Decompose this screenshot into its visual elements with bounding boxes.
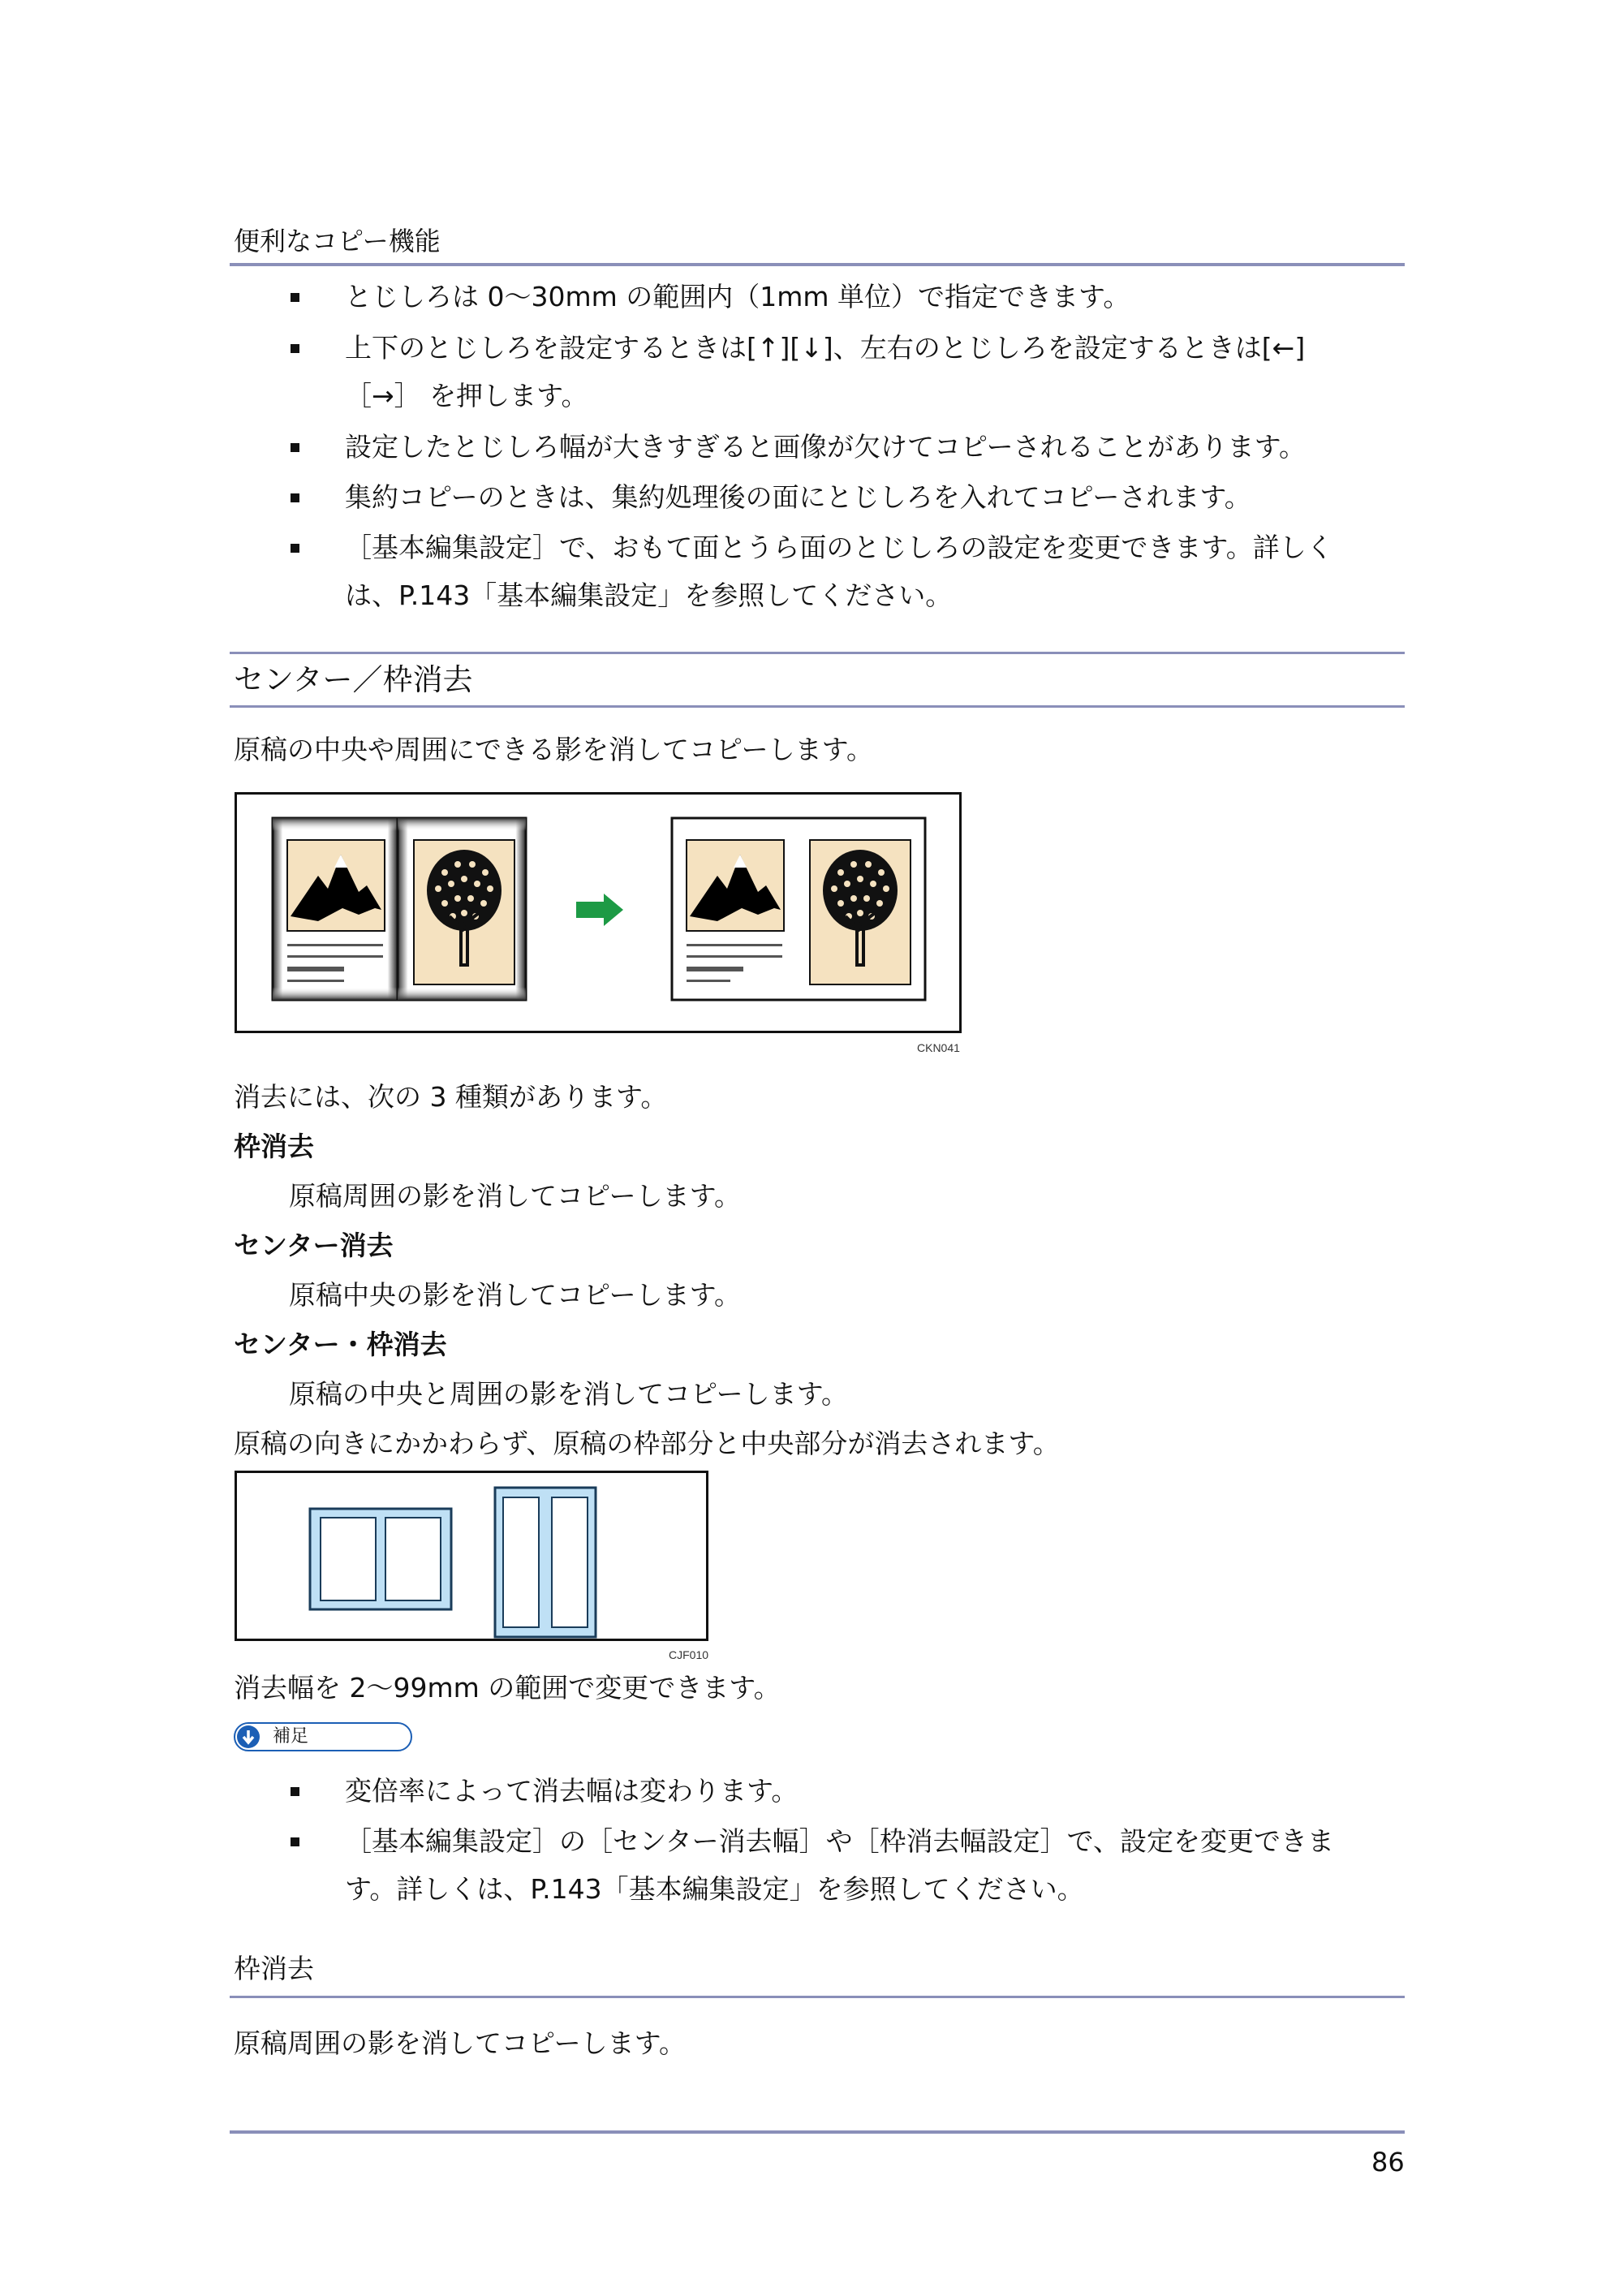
types-intro: 消去には、次の 3 種類があります。 (234, 1081, 668, 1113)
figure-center-frame-erase (235, 792, 962, 1033)
figure-label: CKN041 (917, 1041, 960, 1054)
section-rule-bottom (230, 705, 1405, 708)
bullet-marker (291, 493, 299, 502)
bullet-text: とじしろは 0～30mm の範囲内（1mm 単位）で指定できます。 (345, 281, 1130, 312)
type-term: 枠消去 (234, 1131, 314, 1162)
bullet-text: 上下のとじしろを設定するときは[↑][↓]、左右のとじしろを設定するときは[←] (345, 332, 1306, 364)
bullet-marker (291, 293, 299, 302)
subsection-text: 原稿周囲の影を消してコピーします。 (234, 2027, 687, 2059)
width-note: 消去幅を 2～99mm の範囲で変更できます。 (234, 1672, 781, 1704)
type-desc: 原稿周囲の影を消してコピーします。 (289, 1180, 742, 1212)
bullet-text-continued: は、P.143「基本編集設定」を参照してください。 (345, 579, 953, 611)
type-term: センター消去 (234, 1230, 394, 1261)
orientation-note: 原稿の向きにかかわらず、原稿の枠部分と中央部分が消去されます。 (234, 1428, 1060, 1459)
bullet-marker (291, 443, 299, 452)
header-rule (230, 263, 1405, 266)
original-with-shadow (273, 818, 526, 1000)
section-rule-top (230, 652, 1405, 654)
type-desc: 原稿中央の影を消してコピーします。 (289, 1279, 742, 1311)
down-arrow-icon (237, 1725, 260, 1748)
section-title: センター／枠消去 (234, 662, 473, 697)
type-term: センター・枠消去 (234, 1329, 447, 1360)
figure-illustration (237, 1473, 706, 1639)
bullet-text: 設定したとじしろ幅が大きすぎると画像が欠けてコピーされることがあります。 (345, 431, 1307, 463)
bullet-text: 集約コピーのときは、集約処理後の面にとじしろを入れてコピーされます。 (345, 481, 1251, 513)
bullet-marker (291, 344, 299, 353)
figure-erase-areas (235, 1471, 708, 1641)
note-bullet-text: 変倍率によって消去幅は変わります。 (345, 1775, 799, 1807)
note-badge-label: 補足 (273, 1726, 309, 1747)
running-header: 便利なコピー機能 (234, 226, 441, 256)
intro-text: 原稿の中央や周囲にできる影を消してコピーします。 (234, 734, 874, 765)
type-desc: 原稿の中央と周囲の影を消してコピーします。 (289, 1378, 849, 1410)
page-number: 86 (1371, 2147, 1405, 2178)
subsection-rule (230, 1996, 1405, 1998)
footer-rule (230, 2130, 1405, 2134)
landscape-original (310, 1509, 451, 1609)
arrow-icon (576, 894, 623, 926)
bullet-text: ［基本編集設定］で、おもて面とうら面のとじしろの設定を変更できます。詳しく (345, 532, 1333, 563)
note-bullet-text: ［基本編集設定］の［センター消去幅］や［枠消去幅設定］で、設定を変更できま (345, 1825, 1335, 1857)
note-badge (234, 1722, 412, 1751)
figure-illustration (237, 795, 959, 1031)
bullet-marker (291, 1837, 299, 1846)
note-bullet-text-continued: す。詳しくは、P.143「基本編集設定」を参照してください。 (345, 1873, 1084, 1905)
portrait-original (495, 1488, 596, 1637)
subsection-title: 枠消去 (234, 1953, 314, 1984)
bullet-text-continued: ［→］ を押します。 (345, 380, 588, 411)
figure-label: CJF010 (669, 1648, 709, 1661)
bullet-marker (291, 1787, 299, 1796)
bullet-marker (291, 544, 299, 553)
result-erased (672, 818, 925, 1000)
